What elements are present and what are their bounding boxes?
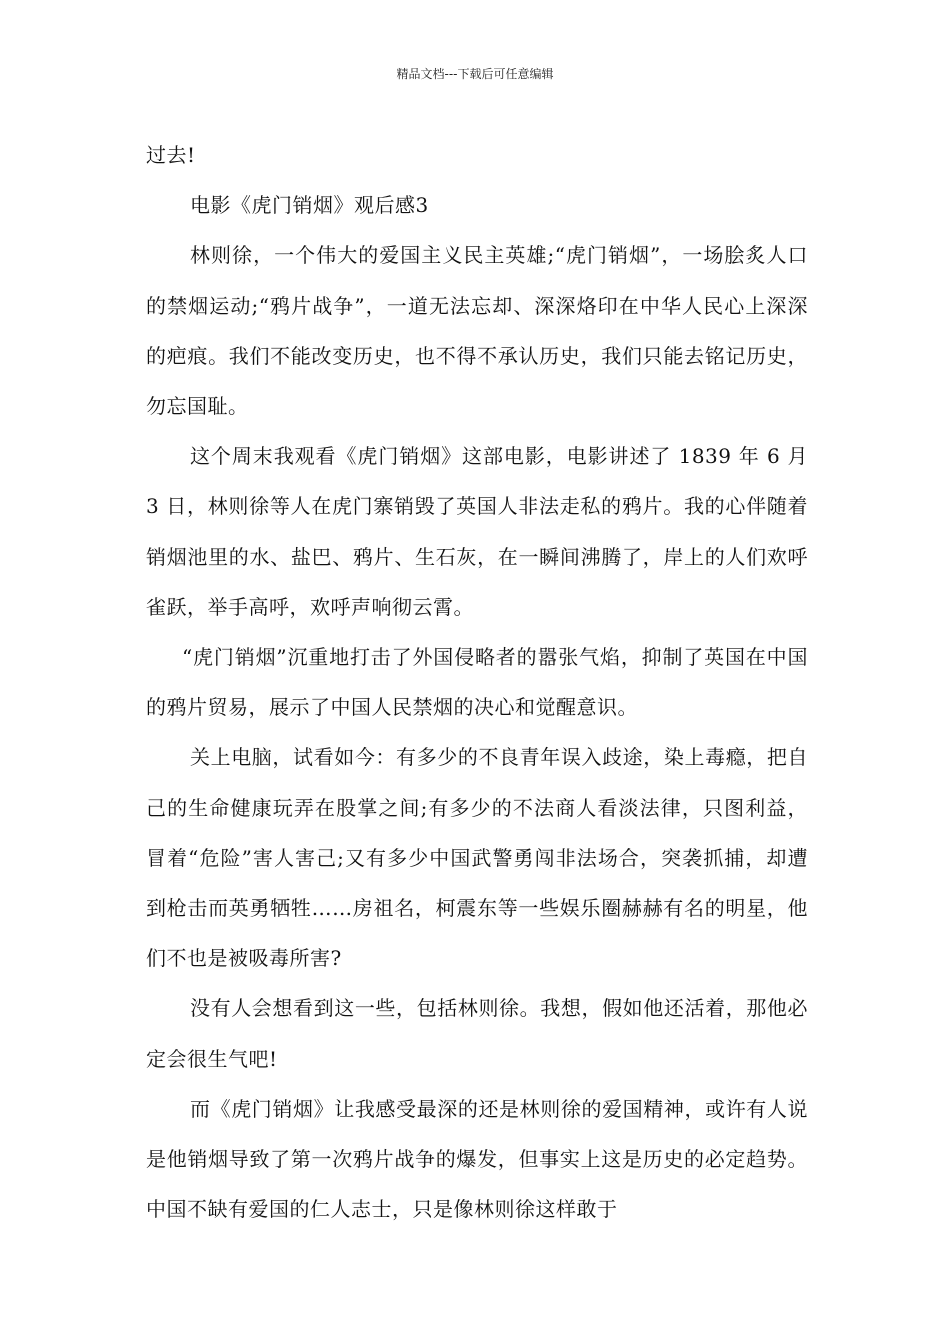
paragraph-continuation: 过去! <box>146 143 196 167</box>
paragraph: 这个周末我观看《虎门销烟》这部电影，电影讲述了 1839 年 6 月 3 日，林则徐等人在虎门寨销毁了英国人非法走私的鸦片。我的心伴随着销烟池里的水、盐巴、鸦片、生石灰，在一瞬间沸腾了，岸上的人们欢呼雀跃，举手高呼，欢呼声响彻云霄。 <box>146 444 808 619</box>
paragraph: “虎门销烟”沉重地打击了外国侵略者的嚣张气焰，抑制了英国在中国的鸦片贸易，展示了中国人民禁烟的决心和觉醒意识。 <box>146 645 808 720</box>
section-title: 电影《虎门销烟》观后感3 <box>190 193 429 218</box>
paragraph: 而《虎门销烟》让我感受最深的还是林则徐的爱国精神，或许有人说是他销烟导致了第一次鸦片战争的爆发，但事实上这是历史的必定趋势。中国不缺有爱国的仁人志士，只是像林则徐这样敢于 <box>146 1096 808 1222</box>
page-header: 精品文档---下载后可任意编辑 <box>396 67 554 81</box>
document-body <box>146 130 808 1234</box>
paragraph: 关上电脑，试看如今：有多少的不良青年误入歧途，染上毒瘾，把自己的生命健康玩弄在股掌之间;有多少的不法商人看淡法律，只图利益，冒着“危险”害人害己;又有多少中国武警勇闯非法场合，突袭抓捕，却遭到枪击而英勇牺牲……房祖名，柯震东等一些娱乐圈赫赫有名的明星，他们不也是被吸毒所害? <box>146 745 808 971</box>
paragraph: 没有人会想看到这一些，包括林则徐。我想，假如他还活着，那他必定会很生气吧! <box>146 996 808 1071</box>
paragraph: 林则徐，一个伟大的爱国主义民主英雄;“虎门销烟”，一场脍炙人口的禁烟运动;“鸦片战争”，一道无法忘却、深深烙印在中华人民心上深深的疤痕。我们不能改变历史，也不得不承认历史，我们只能去铭记历史，勿忘国耻。 <box>146 243 808 419</box>
